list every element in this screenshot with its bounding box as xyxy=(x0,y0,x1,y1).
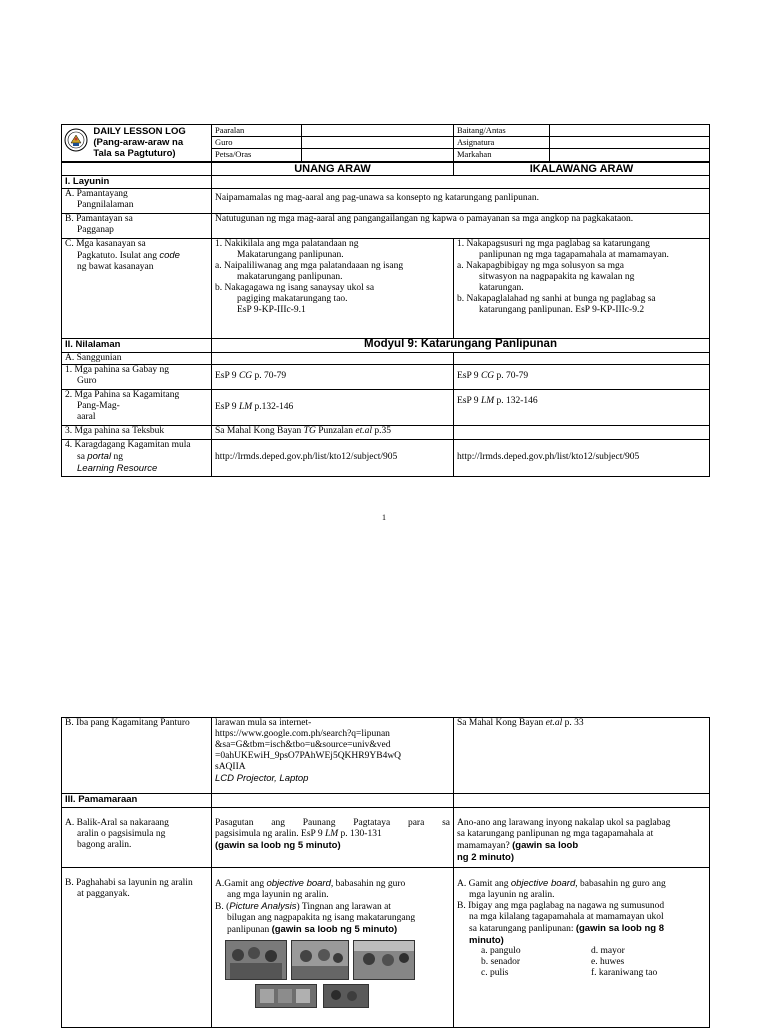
modyul-title: Modyul 9: Katarungang Panlipunan xyxy=(212,339,710,353)
pamantayan-pagganap-text: Natutugunan ng mga mag-aaral ang pangangailangan ng kapwa o pamayanan sa mga angkop na pagkakataon. xyxy=(212,214,710,239)
karagdagang-link-day2[interactable]: http://lrmds.deped.gov.ph/list/kto12/subject/905 xyxy=(454,440,710,477)
karagdagang-link-day1[interactable]: http://lrmds.deped.gov.ph/list/kto12/subject/905 xyxy=(212,440,454,477)
row-label-pamantayan-pagganap: B. Pamantayan sa Pagganap xyxy=(62,214,212,239)
day2-header: IKALAWANG ARAW xyxy=(454,163,710,176)
photo-gathering[interactable] xyxy=(353,940,415,980)
row-label-kagamitang-pang-mag-aaral: 2. Mga Pahina sa Kagamitang Pang-Mag- aaral xyxy=(62,390,212,426)
row-label-teksbuk: 3. Mga pahina sa Teksbuk xyxy=(62,426,212,440)
pamantayang-pangnilalaman-text: Naipamamalas ng mag-aaral ang pag-unawa sa konsepto ng katarungang panlipunan. xyxy=(212,189,710,214)
field-label-petsa: Petsa/Oras xyxy=(212,149,302,162)
balik-aral-day2: Ano-ano ang larawang inyong nakalap ukol sa paglabag sa katarungang panlipunan ng mga tagapamahala at mamamayan? (gawin sa loob ng 2 minuto) xyxy=(454,808,710,868)
row-label-sanggunian: A. Sanggunian xyxy=(62,353,212,365)
gabay-day2: EsP 9 CG p. 70-79 xyxy=(454,365,710,390)
field-value-baitang[interactable] xyxy=(550,125,710,137)
field-value-guro[interactable] xyxy=(302,137,454,149)
paghahabi-day1: A.Gamit ang objective board, babasahin ng guro ang mga layunin ng aralin. B. (Picture Analysis) Tingnan ang larawan at bilugan ang nagpapakita ng isang makatarungang panlipunan (gawin sa loob ng 5 minuto) xyxy=(212,868,454,1028)
teksbuk-day1: Sa Mahal Kong Bayan TG Punzalan et.al p.35 xyxy=(212,426,454,440)
field-label-guro: Guro xyxy=(212,137,302,149)
choice-item: d. mayor xyxy=(591,946,625,956)
field-value-paaralan[interactable] xyxy=(302,125,454,137)
photo-people[interactable] xyxy=(323,984,369,1008)
field-value-markahan[interactable] xyxy=(550,149,710,162)
row-label-iba-pang-kagamitan: B. Iba pang Kagamitang Panturo xyxy=(62,718,212,794)
field-label-markahan: Markahan xyxy=(454,149,550,162)
day1-header: UNANG ARAW xyxy=(212,163,454,176)
choice-item: e. huwes xyxy=(591,957,625,967)
row-label-pamantayang-pangnilalaman: A. Pamantayang Pangnilalaman xyxy=(62,189,212,214)
log-title: DAILY LESSON LOG xyxy=(93,126,186,137)
kagamitang-day2: EsP 9 LM p. 132-146 xyxy=(454,390,710,426)
officials-choices xyxy=(457,946,706,979)
section-layunin: I. Layunin xyxy=(62,176,212,189)
choice-item: b. senador xyxy=(481,957,521,967)
section-pamamaraan: III. Pamamaraan xyxy=(62,794,212,808)
choice-item: a. pangulo xyxy=(481,946,521,956)
gabay-day1: EsP 9 CG p. 70-79 xyxy=(212,365,454,390)
field-label-baitang: Baitang/Antas xyxy=(454,125,550,137)
log-subtitle-2: Tala sa Pagtuturo) xyxy=(93,148,176,159)
photo-crowd[interactable] xyxy=(225,940,287,980)
section-nilalaman: II. Nilalaman xyxy=(62,339,212,353)
paghahabi-day2: A. Gamit ang objective board, babasahin ng guro ang mga layunin ng aralin. B. Ibigay ang mga paglabag na nagawa ng sumusunod na mga kilalang tagapamahala at mamamayan ukol sa katarungang panlipunan: (gawin sa loob ng 8 minuto) a. pangulo d. mayor b. senador e. huwes c. pulis f. karaniwang tao xyxy=(454,868,710,1028)
field-value-asignatura[interactable] xyxy=(550,137,710,149)
image-source-url[interactable]: https://www.google.com.ph/search?q=lipunan &sa=G&tbm=isch&tbo=u&source=univ&ved =0ahUKEwiH_9psO7PAhWEj5QKHR9YB4wQ sAQIIA xyxy=(215,729,402,772)
page-number: 1 xyxy=(382,513,386,522)
field-label-asignatura: Asignatura xyxy=(454,137,550,149)
lesson-log-page-1 xyxy=(61,162,709,477)
kagamitang-day1: EsP 9 LM p.132-146 xyxy=(212,390,454,426)
row-label-balik-aral: A. Balik-Aral sa nakaraang aralin o pagsisimula ng bagong aralin. xyxy=(62,808,212,868)
log-subtitle-1: (Pang-araw-araw na xyxy=(93,137,184,148)
equipment-list: LCD Projector, Laptop xyxy=(215,773,309,784)
photo-market[interactable] xyxy=(255,984,317,1008)
iba-pang-kagamitan-day1: larawan mula sa internet- https://www.google.com.ph/search?q=lipunan &sa=G&tbm=isch&tbo=u&source=univ&ved =0ahUKEwiH_9psO7PAhWEj5QKHR9YB4wQ sAQIIA LCD Projector, Laptop xyxy=(212,718,454,794)
lesson-log-page-2 xyxy=(61,717,709,1028)
row-label-karagdagang: 4. Karagdagang Kagamitan mula sa portal ng Learning Resource xyxy=(62,440,212,477)
lesson-log-header xyxy=(61,124,709,162)
field-value-petsa[interactable] xyxy=(302,149,454,162)
picture-analysis-images xyxy=(215,936,450,1006)
photo-group[interactable] xyxy=(291,940,349,980)
deped-seal-icon xyxy=(64,128,88,152)
choice-item: f. karaniwang tao xyxy=(591,968,658,978)
kasanayan-code-day2: katarungang panlipunan. EsP 9-KP-IIIc-9.2 xyxy=(479,305,645,315)
iba-pang-kagamitan-day2: Sa Mahal Kong Bayan et.al p. 33 xyxy=(454,718,710,794)
kasanayan-day2: 1. Nakapagsusuri ng mga paglabag sa katarungang panlipunan ng mga tagapamahala at mamamayan. a. Nakapagbibigay ng mga solusyon sa mga sitwasyon na nagpapakita ng kawalan ng katarungan. b. Nakapaglalahad ng sanhi at bunga ng paglabag sa katarungang panlipunan. EsP 9-KP-IIIc-9.2 xyxy=(454,239,710,339)
field-label-paaralan: Paaralan xyxy=(212,125,302,137)
row-label-kasanayan: C. Mga kasanayan sa Pagkatuto. Isulat ang code ng bawat kasanayan xyxy=(62,239,212,339)
choice-item: c. pulis xyxy=(481,968,509,978)
kasanayan-day1: 1. Nakikilala ang mga palatandaan ng Makatarungang panlipunan. a. Naipaliliwanag ang mga palatandaaan ng isang makatarungang panlipunan. b. Nakagagawa ng isang sanaysay ukol sa pagiging makatarungang tao. EsP 9-KP-IIIc-9.1 xyxy=(212,239,454,339)
balik-aral-day1: Pasagutan ang Paunang Pagtataya para sa pagsisimula ng aralin. EsP 9 LM p. 130-131 (gawin sa loob ng 5 minuto) xyxy=(212,808,454,868)
row-label-gabay: 1. Mga pahina sa Gabay ng Guro xyxy=(62,365,212,390)
kasanayan-code-day1: EsP 9-KP-IIIc-9.1 xyxy=(237,305,306,315)
row-label-paghahabi: B. Paghahabi sa layunin ng aralin at pagganyak. xyxy=(62,868,212,1028)
